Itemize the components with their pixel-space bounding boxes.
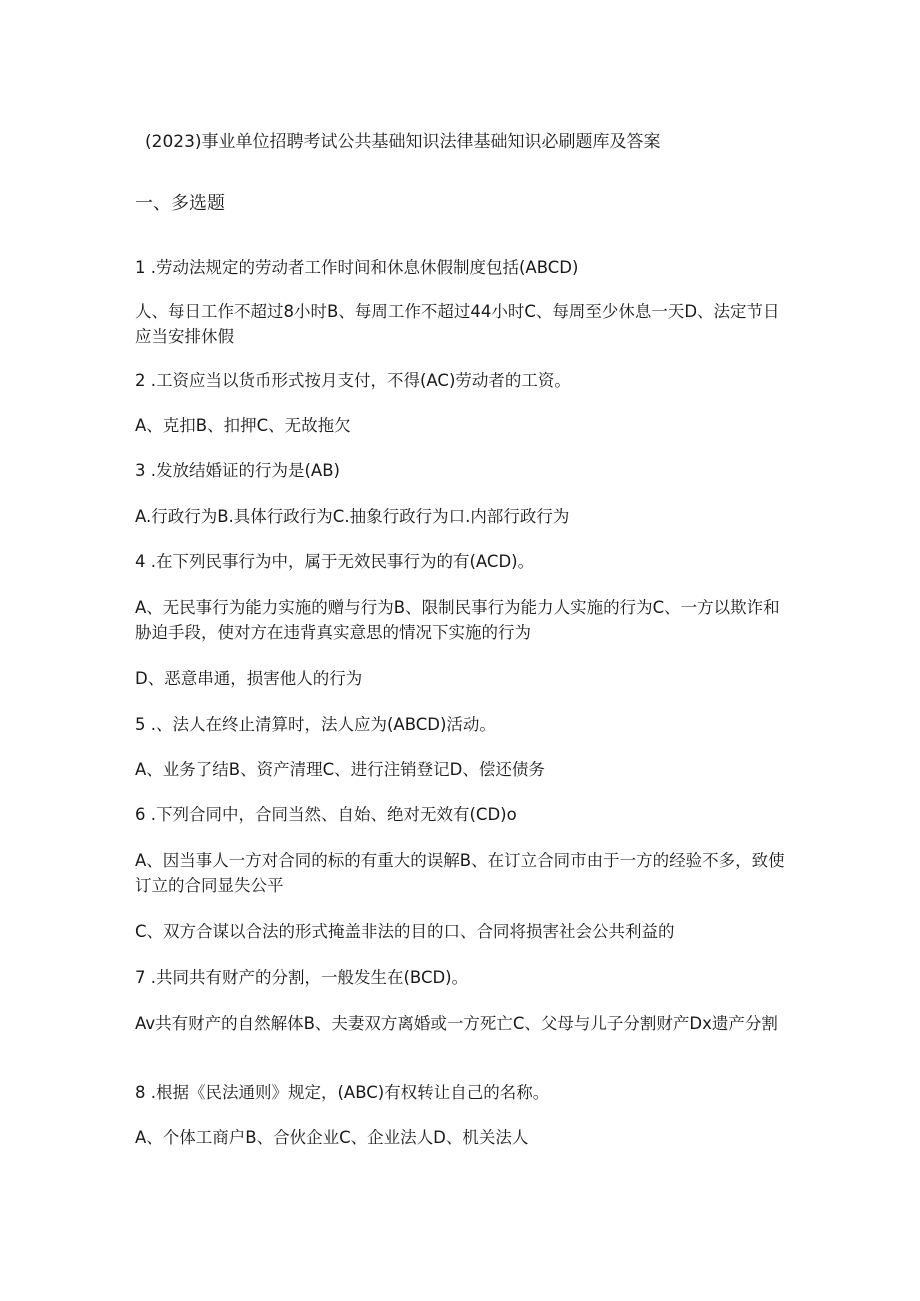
question-5: 5 .、法人在终止清算时，法人应为(ABCD)活动。	[135, 715, 496, 734]
options-8: A、个体工商户B、合伙企业C、企业法人D、机关法人	[135, 1128, 529, 1147]
options-4: A、无民事行为能力实施的赠与行为B、限制民事行为能力人实施的行为C、一方以欺诈和胁迫手段，使对方在违背真实意思的情况下实施的行为	[135, 598, 780, 642]
options-5: A、业务了结B、资产清理C、进行注销登记D、偿还债务	[135, 760, 545, 779]
question-3: 3 .发放结婚证的行为是(AB)	[135, 461, 340, 480]
options-3: A.行政行为B.具体行政行为C.抽象行政行为口.内部行政行为	[135, 507, 570, 526]
question-7: 7 .共同共有财产的分割，一般发生在(BCD)。	[135, 968, 469, 987]
options-6: A、因当事人一方对合同的标的有重大的误解B、在订立合同市由于一方的经验不多，致使订立的合同显失公平	[135, 851, 785, 895]
question-2: 2 .工资应当以货币形式按月支付，不得(AC)劳动者的工资。	[135, 371, 571, 390]
question-1: 1 .劳动法规定的劳动者工作时间和休息休假制度包括(ABCD)	[135, 258, 579, 277]
options-4-d: D、恶意串通，损害他人的行为	[135, 669, 363, 688]
question-4: 4 .在下列民事行为中，属于无效民事行为的有(ACD)。	[135, 552, 535, 571]
document-title: (2023)事业单位招聘考试公共基础知识法律基础知识必刷题库及答案	[145, 132, 661, 152]
question-6: 6 .下列合同中，合同当然、自始、绝对无效有(CD)o	[135, 805, 517, 824]
options-1: 人、每日工作不超过8小时B、每周工作不超过44小时C、每周至少休息一天D、法定节日应当安排休假	[135, 302, 780, 346]
options-6-cd: C、双方合谋以合法的形式掩盖非法的目的口、合同将损害社会公共利益的	[135, 922, 675, 941]
section-heading: 一、多选题	[135, 193, 225, 214]
question-8: 8 .根据《民法通则》规定，(ABC)有权转让自己的名称。	[135, 1083, 550, 1102]
options-7: Av共有财产的自然解体B、夫妻双方离婚或一方死亡C、父母与儿子分割财产Dx遗产分割	[135, 1014, 778, 1033]
options-2: A、克扣B、扣押C、无故拖欠	[135, 416, 351, 435]
